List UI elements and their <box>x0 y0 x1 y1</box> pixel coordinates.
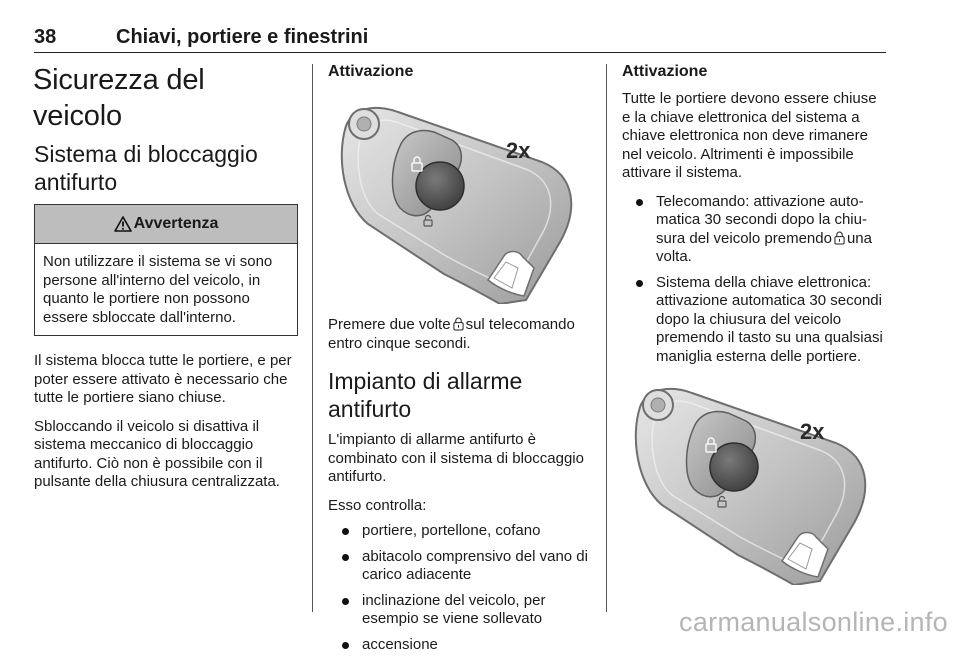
figure-label-2x: 2x <box>506 138 531 163</box>
list-item: portiere, portellone, cofano <box>328 522 590 541</box>
warning-box <box>34 204 298 336</box>
list-item: accensione <box>328 636 590 655</box>
warning-header <box>35 205 297 244</box>
activation-heading: Attivazione <box>328 63 414 80</box>
list-item: Sistema della chiave elettronica: attivazione automatica 30 secondi dopo la chiusura del veicolo premendo il tasto su una qualsiasi maniglia esterna delle portiere. <box>622 274 888 367</box>
running-title: Chiavi, portiere e finestrini <box>116 26 369 48</box>
subsection-title: Sistema di bloccaggio antifurto <box>34 141 258 195</box>
key-fob-illustration <box>328 92 590 304</box>
section-title: Sicurezza del veicolo <box>33 64 205 132</box>
column-right <box>622 62 888 597</box>
column-divider-left <box>312 64 313 612</box>
activation-caption: Premere due volte sul telecomando entro cinque secondi. <box>328 316 575 352</box>
paragraph-system-locks: Il sistema blocca tutte le portiere, e per poter essere attivato è necessario che tutte le portiere siano chiuse. <box>34 352 292 406</box>
list-item: Telecomando: attivazione automatica 30 secondi dopo la chiusura del veicolo premendo una volta. <box>622 193 888 267</box>
lock-icon <box>453 317 464 331</box>
figure-label-2x: 2x <box>800 419 825 444</box>
page-number: 38 <box>34 26 57 48</box>
key-fob-illustration-2 <box>622 373 884 585</box>
list-item: inclinazione del veicolo, per esempio se viene sollevato <box>328 592 590 629</box>
activation-heading-2: Attivazione <box>622 63 708 80</box>
activation-list <box>622 193 888 367</box>
paragraph-unlocking: Sbloccando il veicolo si disattiva il sistema meccanico di bloccaggio antifurto. Ciò non è possibile con il pulsante della chiusura centralizzata. <box>34 417 280 490</box>
column-left <box>34 62 298 502</box>
controls-intro: Esso controlla: <box>328 496 427 514</box>
warning-title: Avvertenza <box>133 215 219 232</box>
list-item: abitacolo comprensivo del vano di carico adiacente <box>328 548 590 585</box>
column-middle <box>328 62 590 661</box>
page-header <box>34 26 886 53</box>
lock-icon <box>834 231 845 245</box>
alarm-paragraph: L'impianto di allarme antifurto è combinato con il sistema di bloccaggio antifurto. <box>328 431 584 485</box>
alarm-title: Impianto di allarme antifurto <box>328 368 523 422</box>
watermark: carmanualsonline.info <box>679 607 948 637</box>
activation-paragraph: Tutte le portiere devono essere chiuse e la chiave elettronica del sistema a chiave elettronica non deve rimanere nel veicolo. Altrimenti è impossibile attivare il sistema. <box>622 90 877 181</box>
column-divider-right <box>606 64 607 612</box>
controls-list <box>328 522 590 654</box>
warning-triangle-icon <box>114 216 132 232</box>
warning-text: Non utilizzare il sistema se vi sono persone all'interno del veicolo, in quanto le portiere non possono essere sbloccate dall'interno. <box>43 253 273 326</box>
